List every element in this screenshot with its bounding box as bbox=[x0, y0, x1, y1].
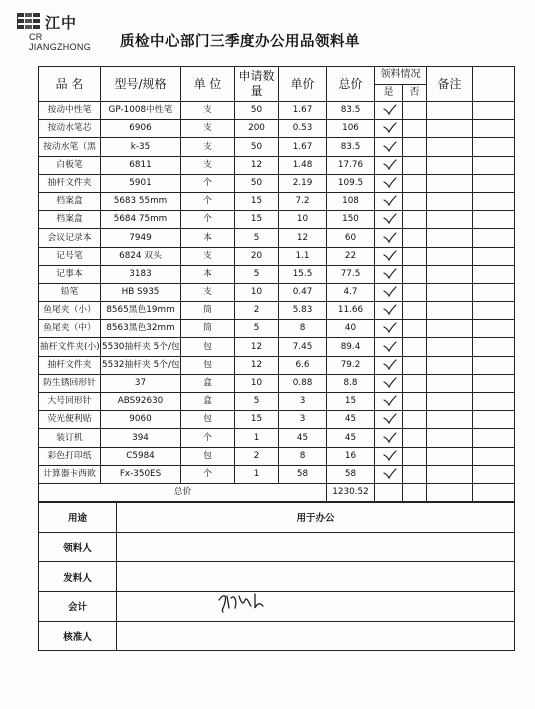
row-blank bbox=[473, 374, 515, 392]
row-remark bbox=[427, 393, 473, 411]
row-price: 1.67 bbox=[279, 102, 327, 120]
row-model: 8563黑色32mm bbox=[101, 320, 181, 338]
row-received-no bbox=[403, 265, 427, 283]
row-price: 3 bbox=[279, 393, 327, 411]
row-name: 按动水笔芯 bbox=[39, 120, 101, 138]
checkmark-icon bbox=[383, 286, 395, 296]
row-unit: 支 bbox=[181, 283, 235, 301]
row-qty: 1 bbox=[235, 465, 279, 483]
row-model: Fx-350ES bbox=[101, 465, 181, 483]
row-remark bbox=[427, 174, 473, 192]
row-received-no bbox=[403, 174, 427, 192]
total-remark-cell bbox=[427, 483, 473, 501]
row-unit: 个 bbox=[181, 211, 235, 229]
row-received-yes bbox=[375, 411, 403, 429]
row-unit: 支 bbox=[181, 120, 235, 138]
row-total: 150 bbox=[327, 211, 375, 229]
table-row bbox=[39, 265, 515, 283]
row-received-no bbox=[403, 465, 427, 483]
header-qty: 申请数量 bbox=[235, 67, 279, 102]
row-price: 7.45 bbox=[279, 338, 327, 356]
checkmark-icon bbox=[383, 159, 395, 169]
row-name: 记号笔 bbox=[39, 247, 101, 265]
row-unit: 筒 bbox=[181, 302, 235, 320]
approver-row bbox=[39, 621, 515, 651]
row-qty: 5 bbox=[235, 393, 279, 411]
row-received-yes bbox=[375, 302, 403, 320]
row-received-yes bbox=[375, 211, 403, 229]
row-total: 17.76 bbox=[327, 156, 375, 174]
row-blank bbox=[473, 156, 515, 174]
signoff-table bbox=[38, 502, 515, 651]
accountant-label: 会计 bbox=[39, 591, 117, 621]
company-logo bbox=[15, 10, 107, 52]
row-qty: 50 bbox=[235, 138, 279, 156]
checkmark-icon bbox=[383, 322, 395, 332]
receiver-signature-cell bbox=[117, 532, 515, 562]
row-model: 5901 bbox=[101, 174, 181, 192]
row-model: C5984 bbox=[101, 447, 181, 465]
row-price: 1.48 bbox=[279, 156, 327, 174]
row-qty: 5 bbox=[235, 229, 279, 247]
row-name: 按动水笔（黑 bbox=[39, 138, 101, 156]
table-row bbox=[39, 411, 515, 429]
row-remark bbox=[427, 338, 473, 356]
checkmark-icon bbox=[383, 413, 395, 423]
row-blank bbox=[473, 283, 515, 301]
checkmark-icon bbox=[383, 268, 395, 278]
table-row bbox=[39, 429, 515, 447]
row-blank bbox=[473, 447, 515, 465]
row-qty: 15 bbox=[235, 192, 279, 210]
row-total: 40 bbox=[327, 320, 375, 338]
approver-cell bbox=[117, 621, 515, 651]
row-blank bbox=[473, 393, 515, 411]
row-received-yes bbox=[375, 320, 403, 338]
table-row bbox=[39, 283, 515, 301]
row-received-yes bbox=[375, 138, 403, 156]
row-model: 6824 双头 bbox=[101, 247, 181, 265]
row-received-no bbox=[403, 393, 427, 411]
row-blank bbox=[473, 229, 515, 247]
checkmark-icon bbox=[383, 304, 395, 314]
row-received-no bbox=[403, 283, 427, 301]
row-remark bbox=[427, 138, 473, 156]
row-received-no bbox=[403, 102, 427, 120]
header-unit: 单 位 bbox=[181, 67, 235, 102]
row-remark bbox=[427, 374, 473, 392]
row-name: 抽杆文件夹 bbox=[39, 356, 101, 374]
row-total: 109.5 bbox=[327, 174, 375, 192]
row-remark bbox=[427, 265, 473, 283]
row-name: 会议记录本 bbox=[39, 229, 101, 247]
row-received-yes bbox=[375, 192, 403, 210]
header-price: 单价 bbox=[279, 67, 327, 102]
row-unit: 包 bbox=[181, 411, 235, 429]
checkmark-icon bbox=[383, 341, 395, 351]
row-name: 防生锈回形针 bbox=[39, 374, 101, 392]
checkmark-icon bbox=[383, 104, 395, 114]
row-received-no bbox=[403, 411, 427, 429]
checkmark-icon bbox=[383, 468, 395, 478]
row-unit: 个 bbox=[181, 465, 235, 483]
row-model: 37 bbox=[101, 374, 181, 392]
table-row bbox=[39, 302, 515, 320]
row-unit: 包 bbox=[181, 356, 235, 374]
header-remark: 备注 bbox=[427, 67, 473, 102]
header-yes: 是 bbox=[375, 84, 403, 102]
checkmark-icon bbox=[383, 395, 395, 405]
row-price: 7.2 bbox=[279, 192, 327, 210]
row-name: 铅笔 bbox=[39, 283, 101, 301]
row-received-no bbox=[403, 302, 427, 320]
header-no: 否 bbox=[403, 84, 427, 102]
row-price: 5.83 bbox=[279, 302, 327, 320]
table-row bbox=[39, 393, 515, 411]
row-price: 45 bbox=[279, 429, 327, 447]
receiver-signature bbox=[215, 588, 275, 614]
row-qty: 50 bbox=[235, 102, 279, 120]
header-model: 型号/规格 bbox=[101, 67, 181, 102]
row-received-no bbox=[403, 211, 427, 229]
issuer-cell bbox=[117, 562, 515, 592]
header-blank bbox=[473, 67, 515, 102]
row-total: 83.5 bbox=[327, 102, 375, 120]
receiver-row bbox=[39, 532, 515, 562]
row-name: 档案盒 bbox=[39, 192, 101, 210]
row-received-yes bbox=[375, 283, 403, 301]
row-total: 79.2 bbox=[327, 356, 375, 374]
requisition-sheet bbox=[38, 66, 514, 651]
row-model: 5684 75mm bbox=[101, 211, 181, 229]
table-row bbox=[39, 156, 515, 174]
items-body bbox=[39, 102, 515, 484]
row-name: 抽杆文件夹 bbox=[39, 174, 101, 192]
row-model: 7949 bbox=[101, 229, 181, 247]
table-row bbox=[39, 338, 515, 356]
row-name: 按动中性笔 bbox=[39, 102, 101, 120]
row-price: 0.53 bbox=[279, 120, 327, 138]
row-qty: 5 bbox=[235, 265, 279, 283]
row-remark bbox=[427, 429, 473, 447]
row-unit: 个 bbox=[181, 174, 235, 192]
row-price: 1.67 bbox=[279, 138, 327, 156]
issuer-label: 发料人 bbox=[39, 562, 117, 592]
row-total: 22 bbox=[327, 247, 375, 265]
row-model: 5532抽杆夹 5个/包 bbox=[101, 356, 181, 374]
row-remark bbox=[427, 320, 473, 338]
row-total: 11.66 bbox=[327, 302, 375, 320]
checkmark-icon bbox=[383, 195, 395, 205]
table-row bbox=[39, 174, 515, 192]
row-remark bbox=[427, 120, 473, 138]
table-row bbox=[39, 102, 515, 120]
row-received-yes bbox=[375, 338, 403, 356]
row-qty: 12 bbox=[235, 338, 279, 356]
row-name: 抽杆文件夹(小) bbox=[39, 338, 101, 356]
row-received-no bbox=[403, 356, 427, 374]
row-blank bbox=[473, 465, 515, 483]
row-price: 10 bbox=[279, 211, 327, 229]
row-total: 8.8 bbox=[327, 374, 375, 392]
row-price: 8 bbox=[279, 447, 327, 465]
row-qty: 2 bbox=[235, 447, 279, 465]
row-name: 荧光便利贴 bbox=[39, 411, 101, 429]
checkmark-icon bbox=[383, 232, 395, 242]
row-total: 45 bbox=[327, 429, 375, 447]
row-name: 计算器卡西欧 bbox=[39, 465, 101, 483]
row-blank bbox=[473, 102, 515, 120]
row-name: 彩色打印纸 bbox=[39, 447, 101, 465]
row-price: 0.47 bbox=[279, 283, 327, 301]
row-received-yes bbox=[375, 465, 403, 483]
accountant-row bbox=[39, 591, 515, 621]
row-total: 60 bbox=[327, 229, 375, 247]
row-name: 记事本 bbox=[39, 265, 101, 283]
table-row bbox=[39, 211, 515, 229]
total-no-cell bbox=[403, 483, 427, 501]
approver-label: 核准人 bbox=[39, 621, 117, 651]
table-row bbox=[39, 465, 515, 483]
row-received-yes bbox=[375, 229, 403, 247]
table-row bbox=[39, 192, 515, 210]
row-received-no bbox=[403, 247, 427, 265]
row-unit: 盒 bbox=[181, 374, 235, 392]
row-blank bbox=[473, 356, 515, 374]
row-blank bbox=[473, 192, 515, 210]
row-remark bbox=[427, 211, 473, 229]
purpose-row bbox=[39, 503, 515, 533]
row-received-yes bbox=[375, 356, 403, 374]
row-received-no bbox=[403, 229, 427, 247]
checkmark-icon bbox=[383, 450, 395, 460]
row-unit: 盒 bbox=[181, 393, 235, 411]
row-qty: 20 bbox=[235, 247, 279, 265]
checkmark-icon bbox=[383, 250, 395, 260]
row-unit: 支 bbox=[181, 138, 235, 156]
table-row bbox=[39, 229, 515, 247]
row-unit: 本 bbox=[181, 265, 235, 283]
row-received-yes bbox=[375, 447, 403, 465]
row-received-yes bbox=[375, 174, 403, 192]
row-model: ABS92630 bbox=[101, 393, 181, 411]
row-unit: 支 bbox=[181, 247, 235, 265]
row-remark bbox=[427, 356, 473, 374]
row-qty: 5 bbox=[235, 320, 279, 338]
row-received-no bbox=[403, 156, 427, 174]
row-qty: 15 bbox=[235, 211, 279, 229]
row-model: GP-1008中性笔 bbox=[101, 102, 181, 120]
row-remark bbox=[427, 283, 473, 301]
receiver-label: 领料人 bbox=[39, 532, 117, 562]
row-unit: 个 bbox=[181, 429, 235, 447]
row-price: 12 bbox=[279, 229, 327, 247]
row-unit: 包 bbox=[181, 338, 235, 356]
row-total: 15 bbox=[327, 393, 375, 411]
row-price: 3 bbox=[279, 411, 327, 429]
row-total: 77.5 bbox=[327, 265, 375, 283]
row-total: 16 bbox=[327, 447, 375, 465]
row-remark bbox=[427, 411, 473, 429]
row-qty: 200 bbox=[235, 120, 279, 138]
row-price: 8 bbox=[279, 320, 327, 338]
total-blank-cell bbox=[473, 483, 515, 501]
row-price: 58 bbox=[279, 465, 327, 483]
row-received-no bbox=[403, 429, 427, 447]
row-name: 白板笔 bbox=[39, 156, 101, 174]
row-price: 1.1 bbox=[279, 247, 327, 265]
row-qty: 10 bbox=[235, 374, 279, 392]
checkmark-icon bbox=[383, 359, 395, 369]
company-logo-mark bbox=[15, 10, 43, 32]
row-model: 8565黑色19mm bbox=[101, 302, 181, 320]
header-receive: 领料情况 bbox=[375, 67, 427, 85]
row-model: 6906 bbox=[101, 120, 181, 138]
table-row bbox=[39, 356, 515, 374]
row-remark bbox=[427, 302, 473, 320]
row-received-yes bbox=[375, 247, 403, 265]
row-model: HB S935 bbox=[101, 283, 181, 301]
table-row bbox=[39, 138, 515, 156]
company-name-cn: 江中 bbox=[45, 14, 78, 32]
row-received-yes bbox=[375, 120, 403, 138]
header-total: 总价 bbox=[327, 67, 375, 102]
total-value: 1230.52 bbox=[327, 483, 375, 501]
checkmark-icon bbox=[383, 122, 395, 132]
row-received-no bbox=[403, 447, 427, 465]
row-model: 394 bbox=[101, 429, 181, 447]
table-row bbox=[39, 247, 515, 265]
row-remark bbox=[427, 229, 473, 247]
row-model: k-35 bbox=[101, 138, 181, 156]
checkmark-icon bbox=[383, 432, 395, 442]
row-blank bbox=[473, 138, 515, 156]
row-received-no bbox=[403, 338, 427, 356]
row-unit: 支 bbox=[181, 102, 235, 120]
row-blank bbox=[473, 265, 515, 283]
row-unit: 本 bbox=[181, 229, 235, 247]
row-price: 6.6 bbox=[279, 356, 327, 374]
row-received-yes bbox=[375, 393, 403, 411]
row-total: 89.4 bbox=[327, 338, 375, 356]
row-blank bbox=[473, 120, 515, 138]
document-title: 质检中心部门三季度办公用品领料单 bbox=[120, 34, 360, 50]
row-price: 15.5 bbox=[279, 265, 327, 283]
row-qty: 10 bbox=[235, 283, 279, 301]
row-remark bbox=[427, 156, 473, 174]
checkmark-icon bbox=[383, 377, 395, 387]
row-remark bbox=[427, 447, 473, 465]
row-received-yes bbox=[375, 156, 403, 174]
row-received-no bbox=[403, 192, 427, 210]
row-qty: 1 bbox=[235, 429, 279, 447]
row-qty: 12 bbox=[235, 156, 279, 174]
row-total: 83.5 bbox=[327, 138, 375, 156]
row-model: 3183 bbox=[101, 265, 181, 283]
row-received-no bbox=[403, 320, 427, 338]
row-price: 2.19 bbox=[279, 174, 327, 192]
row-name: 大号回形针 bbox=[39, 393, 101, 411]
purpose-value: 用于办公 bbox=[117, 503, 515, 533]
row-unit: 筒 bbox=[181, 320, 235, 338]
checkmark-icon bbox=[383, 177, 395, 187]
table-row bbox=[39, 320, 515, 338]
row-blank bbox=[473, 302, 515, 320]
row-unit: 支 bbox=[181, 156, 235, 174]
row-received-yes bbox=[375, 265, 403, 283]
row-blank bbox=[473, 211, 515, 229]
header-name: 品 名 bbox=[39, 67, 101, 102]
items-table bbox=[38, 66, 515, 502]
row-remark bbox=[427, 192, 473, 210]
row-unit: 个 bbox=[181, 192, 235, 210]
row-remark bbox=[427, 247, 473, 265]
row-name: 鱼尾夹（中） bbox=[39, 320, 101, 338]
row-name: 档案盒 bbox=[39, 211, 101, 229]
row-received-no bbox=[403, 374, 427, 392]
row-received-yes bbox=[375, 429, 403, 447]
row-qty: 2 bbox=[235, 302, 279, 320]
row-remark bbox=[427, 465, 473, 483]
row-unit: 包 bbox=[181, 447, 235, 465]
row-blank bbox=[473, 320, 515, 338]
row-received-yes bbox=[375, 374, 403, 392]
row-name: 装订机 bbox=[39, 429, 101, 447]
row-model: 6811 bbox=[101, 156, 181, 174]
table-row bbox=[39, 120, 515, 138]
row-model: 5530抽杆夹 5个/包 bbox=[101, 338, 181, 356]
checkmark-icon bbox=[383, 213, 395, 223]
row-total: 106 bbox=[327, 120, 375, 138]
row-model: 9060 bbox=[101, 411, 181, 429]
row-blank bbox=[473, 429, 515, 447]
accountant-cell bbox=[117, 591, 515, 621]
row-total: 108 bbox=[327, 192, 375, 210]
table-row bbox=[39, 447, 515, 465]
total-yes-cell bbox=[375, 483, 403, 501]
row-model: 5683 55mm bbox=[101, 192, 181, 210]
row-blank bbox=[473, 247, 515, 265]
row-blank bbox=[473, 411, 515, 429]
row-price: 0.88 bbox=[279, 374, 327, 392]
checkmark-icon bbox=[383, 141, 395, 151]
row-received-no bbox=[403, 120, 427, 138]
row-blank bbox=[473, 174, 515, 192]
row-total: 4.7 bbox=[327, 283, 375, 301]
row-name: 鱼尾夹（小） bbox=[39, 302, 101, 320]
row-total: 45 bbox=[327, 411, 375, 429]
row-received-yes bbox=[375, 102, 403, 120]
company-name-en: CR JIANGZHONG bbox=[29, 32, 92, 52]
total-label: 总价 bbox=[39, 483, 327, 501]
row-received-no bbox=[403, 138, 427, 156]
row-remark bbox=[427, 102, 473, 120]
row-qty: 12 bbox=[235, 356, 279, 374]
purpose-label: 用途 bbox=[39, 503, 117, 533]
row-blank bbox=[473, 338, 515, 356]
table-row bbox=[39, 374, 515, 392]
row-qty: 15 bbox=[235, 411, 279, 429]
row-total: 58 bbox=[327, 465, 375, 483]
row-qty: 50 bbox=[235, 174, 279, 192]
issuer-row bbox=[39, 562, 515, 592]
